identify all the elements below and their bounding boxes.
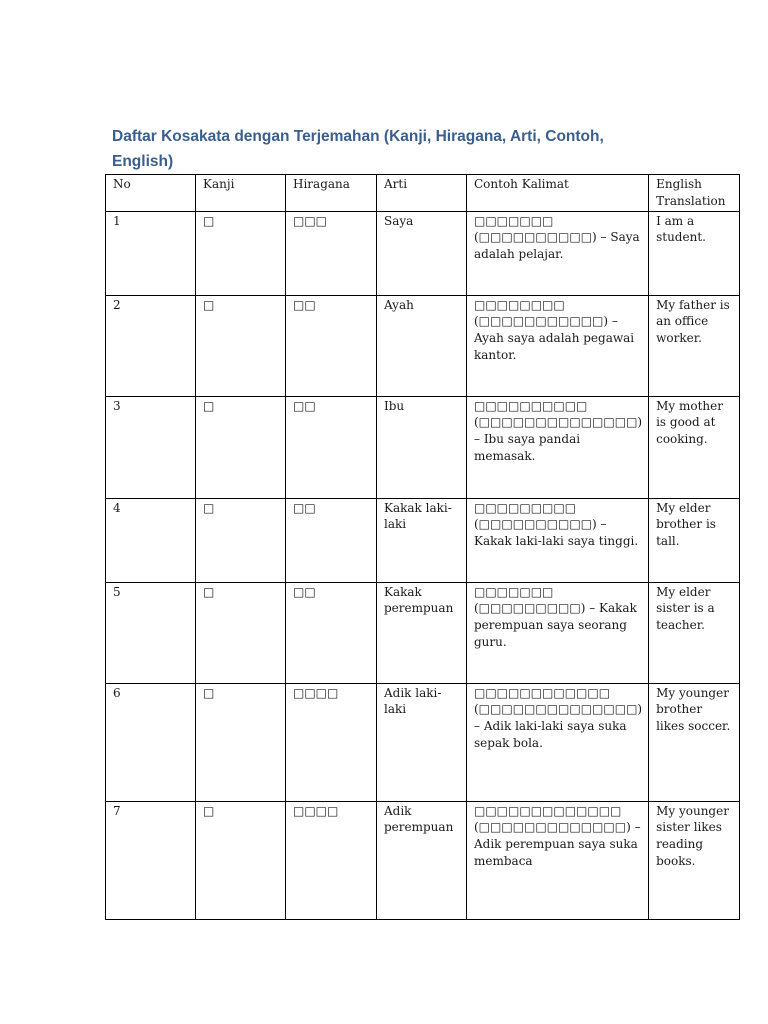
header-no: No <box>106 175 196 212</box>
cell-kanji: □ <box>196 683 286 801</box>
cell-arti: Ibu <box>377 396 467 498</box>
table-row <box>106 683 740 801</box>
cell-contoh-kalimat: □□□□□□□□□□ (□□□□□□□□□□□□□□) – Ibu saya pandai memasak. <box>467 396 649 498</box>
header-contoh-kalimat: Contoh Kalimat <box>467 175 649 212</box>
cell-contoh-kalimat: □□□□□□□□□□□□ (□□□□□□□□□□□□□□) – Adik laki-laki saya suka sepak bola. <box>467 683 649 801</box>
cell-english-translation: I am a student. <box>649 211 740 295</box>
cell-hiragana: □□□ <box>286 211 377 295</box>
cell-kanji: □ <box>196 801 286 919</box>
cell-arti: Adik perempuan <box>377 801 467 919</box>
cell-no: 6 <box>106 683 196 801</box>
vocabulary-table <box>105 174 740 920</box>
cell-no: 7 <box>106 801 196 919</box>
cell-no: 5 <box>106 582 196 683</box>
cell-arti: Saya <box>377 211 467 295</box>
cell-kanji: □ <box>196 498 286 582</box>
cell-no: 2 <box>106 295 196 396</box>
cell-hiragana: □□□□ <box>286 801 377 919</box>
cell-no: 4 <box>106 498 196 582</box>
cell-contoh-kalimat: □□□□□□□ (□□□□□□□□□) – Kakak perempuan saya seorang guru. <box>467 582 649 683</box>
cell-hiragana: □□ <box>286 396 377 498</box>
header-kanji: Kanji <box>196 175 286 212</box>
cell-contoh-kalimat: □□□□□□□□□□□□□ (□□□□□□□□□□□□□) – Adik perempuan saya suka membaca <box>467 801 649 919</box>
cell-english-translation: My younger brother likes soccer. <box>649 683 740 801</box>
cell-hiragana: □□□□ <box>286 683 377 801</box>
cell-hiragana: □□ <box>286 498 377 582</box>
cell-kanji: □ <box>196 396 286 498</box>
table-row <box>106 582 740 683</box>
cell-hiragana: □□ <box>286 582 377 683</box>
cell-arti: Kakak laki-laki <box>377 498 467 582</box>
cell-english-translation: My father is an office worker. <box>649 295 740 396</box>
cell-kanji: □ <box>196 295 286 396</box>
table-row <box>106 295 740 396</box>
table-row <box>106 211 740 295</box>
cell-english-translation: My elder brother is tall. <box>649 498 740 582</box>
cell-kanji: □ <box>196 211 286 295</box>
header-english-translation: English Translation <box>649 175 740 212</box>
cell-contoh-kalimat: □□□□□□□ (□□□□□□□□□□) – Saya adalah pelajar. <box>467 211 649 295</box>
cell-arti: Kakak perempuan <box>377 582 467 683</box>
cell-arti: Adik laki-laki <box>377 683 467 801</box>
header-arti: Arti <box>377 175 467 212</box>
cell-english-translation: My younger sister likes reading books. <box>649 801 740 919</box>
cell-no: 3 <box>106 396 196 498</box>
table-row <box>106 396 740 498</box>
cell-english-translation: My elder sister is a teacher. <box>649 582 740 683</box>
cell-kanji: □ <box>196 582 286 683</box>
cell-english-translation: My mother is good at cooking. <box>649 396 740 498</box>
header-hiragana: Hiragana <box>286 175 377 212</box>
cell-contoh-kalimat: □□□□□□□□ (□□□□□□□□□□□) – Ayah saya adalah pegawai kantor. <box>467 295 649 396</box>
cell-hiragana: □□ <box>286 295 377 396</box>
cell-arti: Ayah <box>377 295 467 396</box>
page-title: Daftar Kosakata dengan Terjemahan (Kanji, Hiragana, Arti, Contoh, English) <box>112 128 604 170</box>
cell-contoh-kalimat: □□□□□□□□□ (□□□□□□□□□□) – Kakak laki-laki saya tinggi. <box>467 498 649 582</box>
table-row <box>106 498 740 582</box>
table-row <box>106 801 740 919</box>
cell-no: 1 <box>106 211 196 295</box>
table-header-row <box>106 175 740 212</box>
